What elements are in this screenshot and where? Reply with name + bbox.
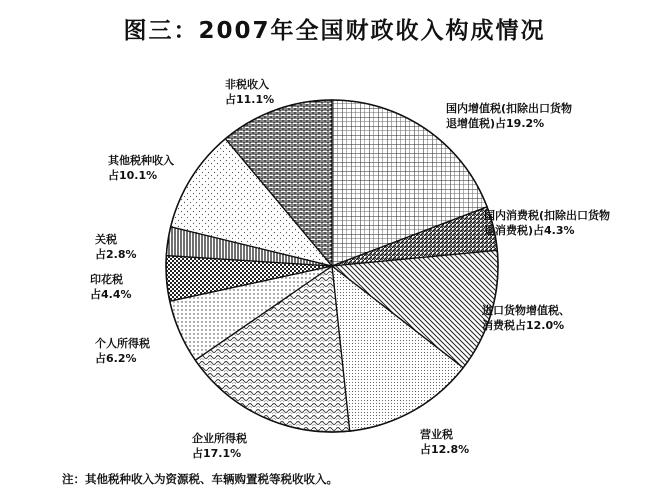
slice-label: 个人所得税占6.2% [95,337,150,365]
slice-label: 进口货物增值税、消费税占12.0% [482,304,570,332]
slice-label: 印花税占4.4% [90,273,132,301]
slice-label: 关税占2.8% [95,233,137,261]
slice-label: 国内增值税(扣除出口货物退增值税)占19.2% [446,102,573,130]
slice-label: 营业税占12.8% [420,428,470,456]
slice-label: 企业所得税占17.1% [192,432,247,460]
slice-label: 国内消费税(扣除出口货物退消费税)占4.3% [484,209,611,237]
slice-label: 非税收入占11.1% [225,78,275,106]
slice-label: 其他税种收入占10.1% [108,154,174,182]
footnote: 注：其他税种收入为资源税、车辆购置税等税收收入。 [62,472,338,486]
chart-title: 图三：2007年全国财政收入构成情况 [123,18,546,44]
